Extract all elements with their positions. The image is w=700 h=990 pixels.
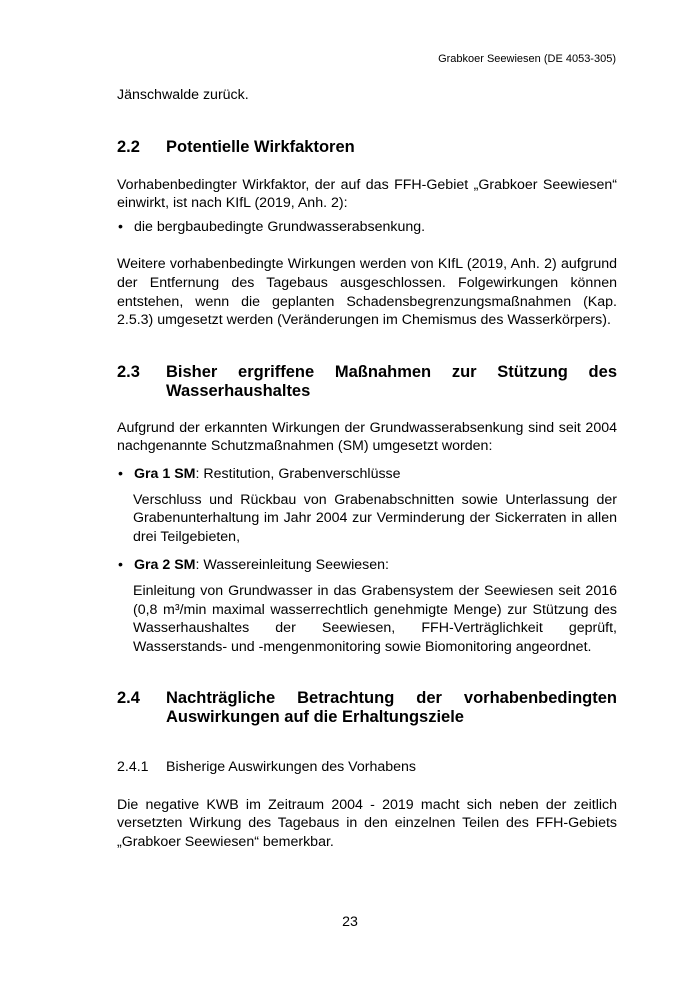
bullet-item xyxy=(117,556,617,575)
heading-title: Potentielle Wirkfaktoren xyxy=(166,137,355,156)
heading-2-4-1 xyxy=(117,758,617,777)
running-header: Grabkoer Seewiesen (DE 4053-305) xyxy=(438,53,616,65)
heading-number: 2.3 xyxy=(117,362,140,381)
paragraph: Die negative KWB im Zeitraum 2004 - 2019 macht sich neben der zeitlich versetzten Wirkung des Tagebaus in den einzelnen Teilen des FFH-Gebiets „Grabkoer Seewiesen“ bemerkbar. xyxy=(117,796,617,851)
page-content xyxy=(117,86,617,852)
heading-2-2 xyxy=(117,138,617,157)
bullet-marker: • xyxy=(118,465,123,482)
paragraph: Aufgrund der erkannten Wirkungen der Grundwasserabsenkung sind seit 2004 nachgenannte Schutzmaßnahmen (SM) umgesetzt worden: xyxy=(117,419,617,455)
measure-title: : Restitution, Grabenverschlüsse xyxy=(195,465,401,482)
bullet-marker: • xyxy=(118,218,123,235)
measure-title: : Wassereinleitung Seewiesen: xyxy=(195,557,389,574)
heading-number: 2.4.1 xyxy=(117,759,149,776)
paragraph: Vorhabenbedingter Wirkfaktor, der auf das FFH-Gebiet „Grabkoer Seewiesen“ einwirkt, ist nach KIfL (2019, Anh. 2): xyxy=(117,176,617,212)
bullet-text xyxy=(134,465,401,484)
bullet-marker: • xyxy=(118,557,123,574)
intro-fragment: Jänschwalde zurück. xyxy=(117,87,249,103)
heading-2-4 xyxy=(117,689,617,727)
heading-2-3 xyxy=(117,363,617,401)
bullet-text: die bergbaubedingte Grundwasserabsenkung. xyxy=(134,218,426,235)
measure-code: Gra 1 SM xyxy=(134,465,196,482)
heading-number: 2.2 xyxy=(117,137,140,156)
page-number: 23 xyxy=(342,914,358,930)
bullet-item xyxy=(117,465,617,484)
heading-title: Bisherige Auswirkungen des Vorhabens xyxy=(166,759,417,776)
measure-code: Gra 2 SM xyxy=(134,557,196,574)
heading-title: Nachträgliche Betrachtung der vorhabenbedingten Auswirkungen auf die Erhaltungsziele xyxy=(166,689,617,727)
measure-description: Verschluss und Rückbau von Grabenabschnitten sowie Unterlassung der Grabenunterhaltung im Jahr 2004 zur Verminderung der Sickerraten in allen drei Teilgebieten, xyxy=(133,491,617,545)
bullet-item xyxy=(117,218,617,237)
paragraph: Weitere vorhabenbedingte Wirkungen werden von KIfL (2019, Anh. 2) aufgrund der Entfernung des Tagebaus ausgeschlossen. Folgewirkungen können entstehen, wenn die geplanten Schadensbegrenzungsmaßnahmen (Kap. 2.5.3) umgesetzt werden (Veränderungen im Chemismus des Wasserkörpers). xyxy=(117,256,617,329)
heading-title: Bisher ergriffene Maßnahmen zur Stützung des Wasserhaushaltes xyxy=(166,362,617,400)
measure-description: Einleitung von Grundwasser in das Grabensystem der Seewiesen seit 2016 (0,8 m³/min maximal wasserrechtlich genehmigte Menge) zur Stützung des Wasserhaushaltes der Seewiesen, FFH-Verträglichkeit geprüft, Wasserstands- und -mengenmonitoring sowie Biomonitoring angeordnet. xyxy=(133,582,617,655)
bullet-text xyxy=(134,556,389,575)
heading-number: 2.4 xyxy=(117,689,140,708)
